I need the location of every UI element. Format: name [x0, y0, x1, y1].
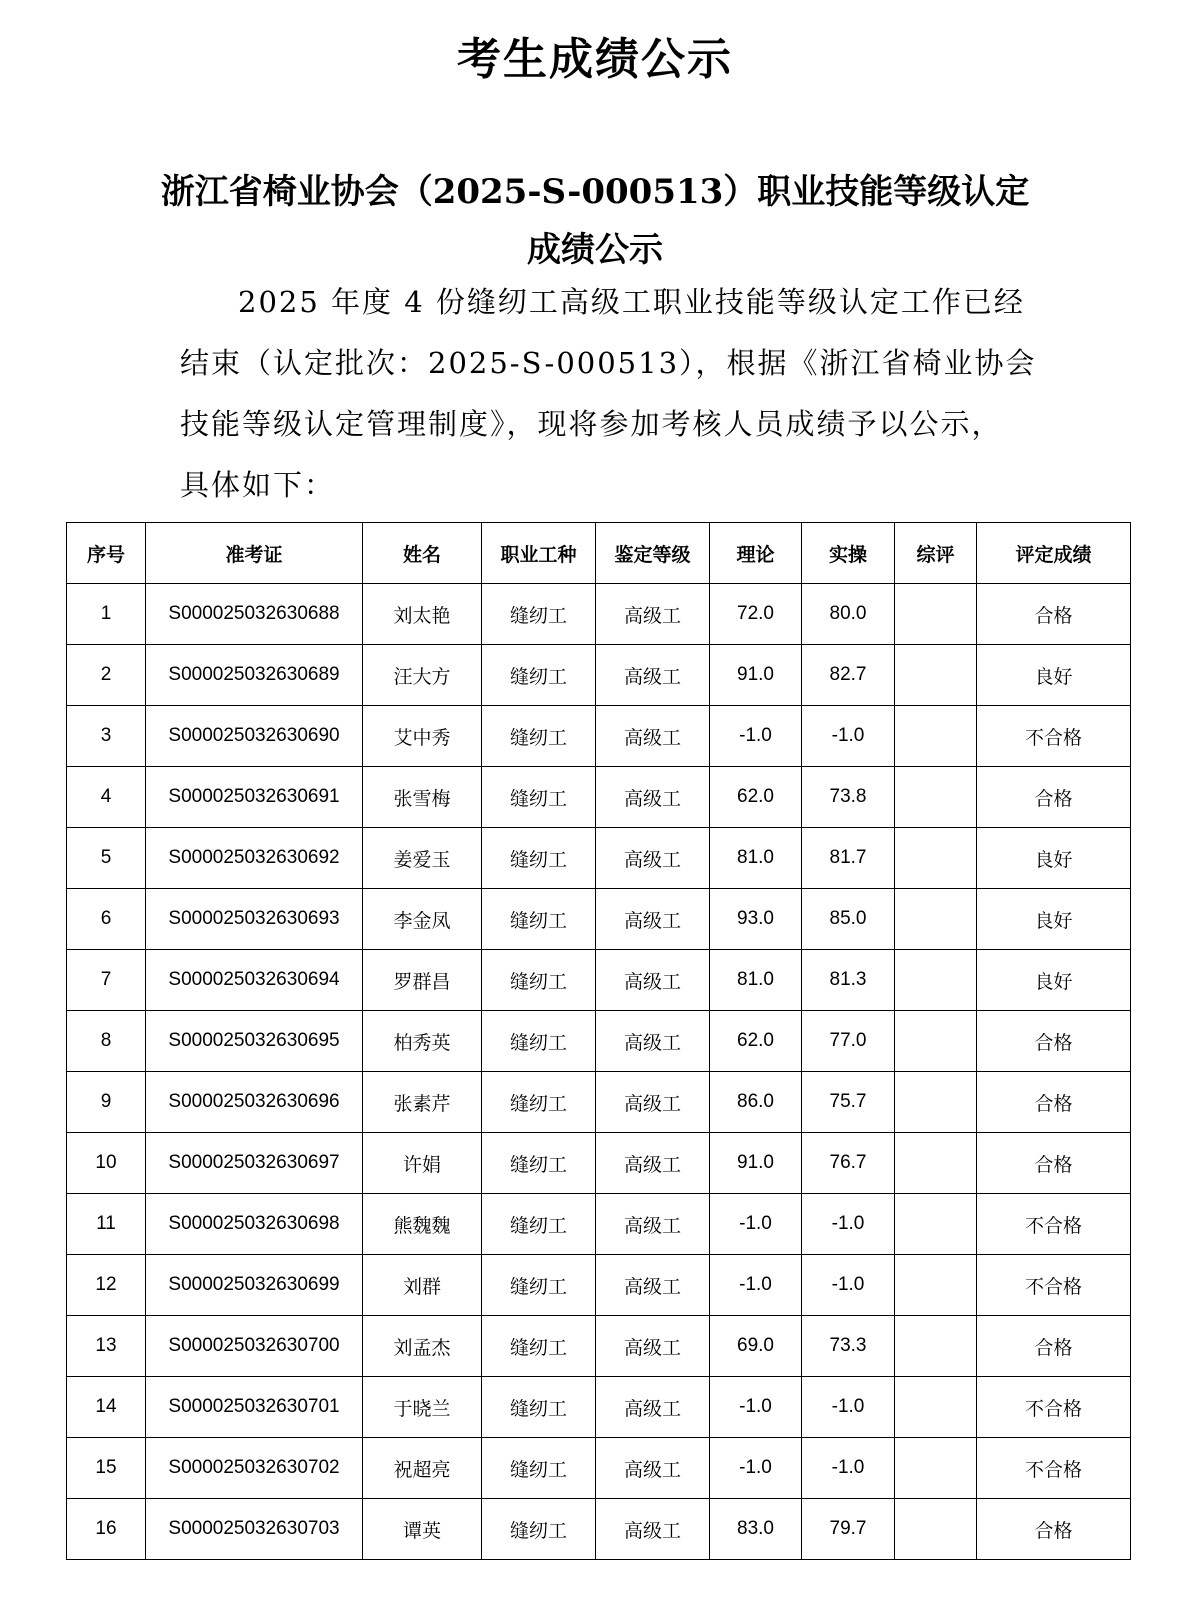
cell-level: 高级工: [596, 1438, 710, 1499]
cell-practical: 77.0: [802, 1011, 895, 1072]
cell-level: 高级工: [596, 828, 710, 889]
cell-name: 张雪梅: [363, 767, 482, 828]
table-row: [67, 1072, 1131, 1133]
cell-theory: 93.0: [710, 889, 802, 950]
cell-index: 13: [67, 1316, 146, 1377]
cell-overall: [895, 1072, 977, 1133]
table-row: [67, 1255, 1131, 1316]
table-row: [67, 828, 1131, 889]
cell-theory: 81.0: [710, 828, 802, 889]
cell-name: 姜爱玉: [363, 828, 482, 889]
cell-overall: [895, 1255, 977, 1316]
cell-occupation: 缝纫工: [482, 1255, 596, 1316]
cell-practical: -1.0: [802, 1438, 895, 1499]
cell-result: 不合格: [977, 1377, 1131, 1438]
table-row: [67, 889, 1131, 950]
cell-occupation: 缝纫工: [482, 1072, 596, 1133]
cell-result: 合格: [977, 767, 1131, 828]
cell-theory: 91.0: [710, 1133, 802, 1194]
table-row: [67, 584, 1131, 645]
cell-result: 不合格: [977, 706, 1131, 767]
document-heading-line-1: 浙江省椅业协会（2025-S-000513）职业技能等级认定: [160, 172, 1030, 212]
cell-name: 李金凤: [363, 889, 482, 950]
cell-level: 高级工: [596, 1072, 710, 1133]
cell-theory: 62.0: [710, 767, 802, 828]
column-header-index: 序号: [67, 523, 146, 584]
intro-line: 2025 年度 4 份缝纫工高级工职业技能等级认定工作已经: [238, 285, 1025, 319]
cell-level: 高级工: [596, 1255, 710, 1316]
cell-ticket: S000025032630694: [146, 950, 363, 1011]
cell-result: 良好: [977, 645, 1131, 706]
cell-level: 高级工: [596, 706, 710, 767]
cell-theory: -1.0: [710, 706, 802, 767]
cell-name: 汪大方: [363, 645, 482, 706]
cell-index: 10: [67, 1133, 146, 1194]
cell-result: 合格: [977, 1011, 1131, 1072]
column-header-occupation: 职业工种: [482, 523, 596, 584]
cell-result: 合格: [977, 1499, 1131, 1560]
cell-level: 高级工: [596, 1316, 710, 1377]
cell-overall: [895, 645, 977, 706]
cell-level: 高级工: [596, 1194, 710, 1255]
cell-name: 刘太艳: [363, 584, 482, 645]
cell-occupation: 缝纫工: [482, 828, 596, 889]
cell-occupation: 缝纫工: [482, 950, 596, 1011]
header-row: [67, 523, 1131, 584]
cell-occupation: 缝纫工: [482, 645, 596, 706]
table-row: [67, 1011, 1131, 1072]
cell-theory: 91.0: [710, 645, 802, 706]
cell-practical: 80.0: [802, 584, 895, 645]
cell-overall: [895, 828, 977, 889]
cell-index: 5: [67, 828, 146, 889]
cell-result: 良好: [977, 828, 1131, 889]
cell-index: 4: [67, 767, 146, 828]
cell-practical: 75.7: [802, 1072, 895, 1133]
cell-result: 合格: [977, 1072, 1131, 1133]
cell-overall: [895, 950, 977, 1011]
cell-practical: -1.0: [802, 1377, 895, 1438]
cell-ticket: S000025032630699: [146, 1255, 363, 1316]
column-header-theory: 理论: [710, 523, 802, 584]
cell-result: 不合格: [977, 1194, 1131, 1255]
cell-practical: 73.8: [802, 767, 895, 828]
cell-occupation: 缝纫工: [482, 767, 596, 828]
table-row: [67, 1377, 1131, 1438]
table-row: [67, 1499, 1131, 1560]
cell-level: 高级工: [596, 767, 710, 828]
intro-line: 技能等级认定管理制度》，现将参加考核人员成绩予以公示，: [180, 407, 1003, 441]
page-title: 考生成绩公示: [457, 34, 733, 85]
column-header-overall: 综评: [895, 523, 977, 584]
cell-ticket: S000025032630691: [146, 767, 363, 828]
cell-name: 于晓兰: [363, 1377, 482, 1438]
cell-result: 合格: [977, 1316, 1131, 1377]
cell-ticket: S000025032630703: [146, 1499, 363, 1560]
cell-ticket: S000025032630698: [146, 1194, 363, 1255]
cell-ticket: S000025032630692: [146, 828, 363, 889]
cell-overall: [895, 1316, 977, 1377]
cell-overall: [895, 767, 977, 828]
column-header-practical: 实操: [802, 523, 895, 584]
cell-ticket: S000025032630700: [146, 1316, 363, 1377]
cell-occupation: 缝纫工: [482, 1011, 596, 1072]
cell-practical: -1.0: [802, 1194, 895, 1255]
cell-name: 祝超亮: [363, 1438, 482, 1499]
cell-index: 12: [67, 1255, 146, 1316]
cell-name: 张素芹: [363, 1072, 482, 1133]
cell-index: 15: [67, 1438, 146, 1499]
table-row: [67, 706, 1131, 767]
cell-result: 合格: [977, 584, 1131, 645]
table-row: [67, 1316, 1131, 1377]
cell-name: 熊魏魏: [363, 1194, 482, 1255]
cell-practical: -1.0: [802, 1255, 895, 1316]
cell-practical: 85.0: [802, 889, 895, 950]
cell-ticket: S000025032630697: [146, 1133, 363, 1194]
cell-occupation: 缝纫工: [482, 889, 596, 950]
cell-level: 高级工: [596, 889, 710, 950]
cell-overall: [895, 1377, 977, 1438]
cell-occupation: 缝纫工: [482, 1499, 596, 1560]
cell-index: 1: [67, 584, 146, 645]
table-row: [67, 1194, 1131, 1255]
cell-level: 高级工: [596, 950, 710, 1011]
cell-index: 2: [67, 645, 146, 706]
intro-line: 具体如下：: [180, 468, 336, 502]
cell-practical: 81.3: [802, 950, 895, 1011]
cell-level: 高级工: [596, 1377, 710, 1438]
cell-index: 14: [67, 1377, 146, 1438]
document-heading-line-2: 成绩公示: [527, 230, 663, 270]
cell-ticket: S000025032630693: [146, 889, 363, 950]
cell-practical: -1.0: [802, 706, 895, 767]
results-table-header: [67, 523, 1131, 584]
cell-overall: [895, 1011, 977, 1072]
cell-result: 不合格: [977, 1438, 1131, 1499]
cell-occupation: 缝纫工: [482, 1133, 596, 1194]
document-heading: [120, 163, 1070, 279]
cell-occupation: 缝纫工: [482, 1194, 596, 1255]
cell-occupation: 缝纫工: [482, 706, 596, 767]
cell-ticket: S000025032630688: [146, 584, 363, 645]
cell-index: 3: [67, 706, 146, 767]
cell-index: 11: [67, 1194, 146, 1255]
cell-index: 7: [67, 950, 146, 1011]
column-header-result: 评定成绩: [977, 523, 1131, 584]
cell-result: 不合格: [977, 1255, 1131, 1316]
cell-ticket: S000025032630701: [146, 1377, 363, 1438]
cell-ticket: S000025032630690: [146, 706, 363, 767]
cell-index: 8: [67, 1011, 146, 1072]
cell-theory: -1.0: [710, 1255, 802, 1316]
cell-ticket: S000025032630695: [146, 1011, 363, 1072]
cell-occupation: 缝纫工: [482, 1316, 596, 1377]
table-row: [67, 1438, 1131, 1499]
cell-practical: 79.7: [802, 1499, 895, 1560]
cell-name: 艾中秀: [363, 706, 482, 767]
cell-practical: 73.3: [802, 1316, 895, 1377]
cell-index: 9: [67, 1072, 146, 1133]
cell-overall: [895, 1133, 977, 1194]
cell-result: 良好: [977, 950, 1131, 1011]
table-row: [67, 950, 1131, 1011]
table-row: [67, 1133, 1131, 1194]
cell-result: 良好: [977, 889, 1131, 950]
cell-practical: 81.7: [802, 828, 895, 889]
column-header-name: 姓名: [363, 523, 482, 584]
cell-practical: 76.7: [802, 1133, 895, 1194]
cell-theory: -1.0: [710, 1194, 802, 1255]
cell-name: 柏秀英: [363, 1011, 482, 1072]
cell-practical: 82.7: [802, 645, 895, 706]
cell-level: 高级工: [596, 645, 710, 706]
cell-level: 高级工: [596, 584, 710, 645]
intro-paragraph: [180, 272, 1037, 516]
table-row: [67, 767, 1131, 828]
cell-name: 刘群: [363, 1255, 482, 1316]
cell-level: 高级工: [596, 1499, 710, 1560]
column-header-ticket: 准考证: [146, 523, 363, 584]
cell-occupation: 缝纫工: [482, 1377, 596, 1438]
cell-occupation: 缝纫工: [482, 1438, 596, 1499]
cell-ticket: S000025032630696: [146, 1072, 363, 1133]
cell-theory: 86.0: [710, 1072, 802, 1133]
cell-overall: [895, 1194, 977, 1255]
cell-ticket: S000025032630689: [146, 645, 363, 706]
cell-theory: 62.0: [710, 1011, 802, 1072]
cell-name: 刘孟杰: [363, 1316, 482, 1377]
cell-theory: -1.0: [710, 1377, 802, 1438]
intro-line: 结束（认定批次：2025-S-000513），根据《浙江省椅业协会: [180, 346, 1037, 380]
cell-name: 谭英: [363, 1499, 482, 1560]
cell-theory: 81.0: [710, 950, 802, 1011]
cell-ticket: S000025032630702: [146, 1438, 363, 1499]
cell-index: 16: [67, 1499, 146, 1560]
results-table: [66, 522, 1131, 1560]
cell-overall: [895, 706, 977, 767]
cell-overall: [895, 1438, 977, 1499]
cell-theory: -1.0: [710, 1438, 802, 1499]
cell-result: 合格: [977, 1133, 1131, 1194]
cell-level: 高级工: [596, 1133, 710, 1194]
cell-overall: [895, 1499, 977, 1560]
cell-overall: [895, 889, 977, 950]
table-row: [67, 645, 1131, 706]
cell-theory: 72.0: [710, 584, 802, 645]
cell-name: 许娟: [363, 1133, 482, 1194]
cell-theory: 83.0: [710, 1499, 802, 1560]
cell-index: 6: [67, 889, 146, 950]
cell-name: 罗群昌: [363, 950, 482, 1011]
cell-level: 高级工: [596, 1011, 710, 1072]
column-header-level: 鉴定等级: [596, 523, 710, 584]
cell-theory: 69.0: [710, 1316, 802, 1377]
cell-occupation: 缝纫工: [482, 584, 596, 645]
cell-overall: [895, 584, 977, 645]
results-table-body: [67, 584, 1131, 1560]
